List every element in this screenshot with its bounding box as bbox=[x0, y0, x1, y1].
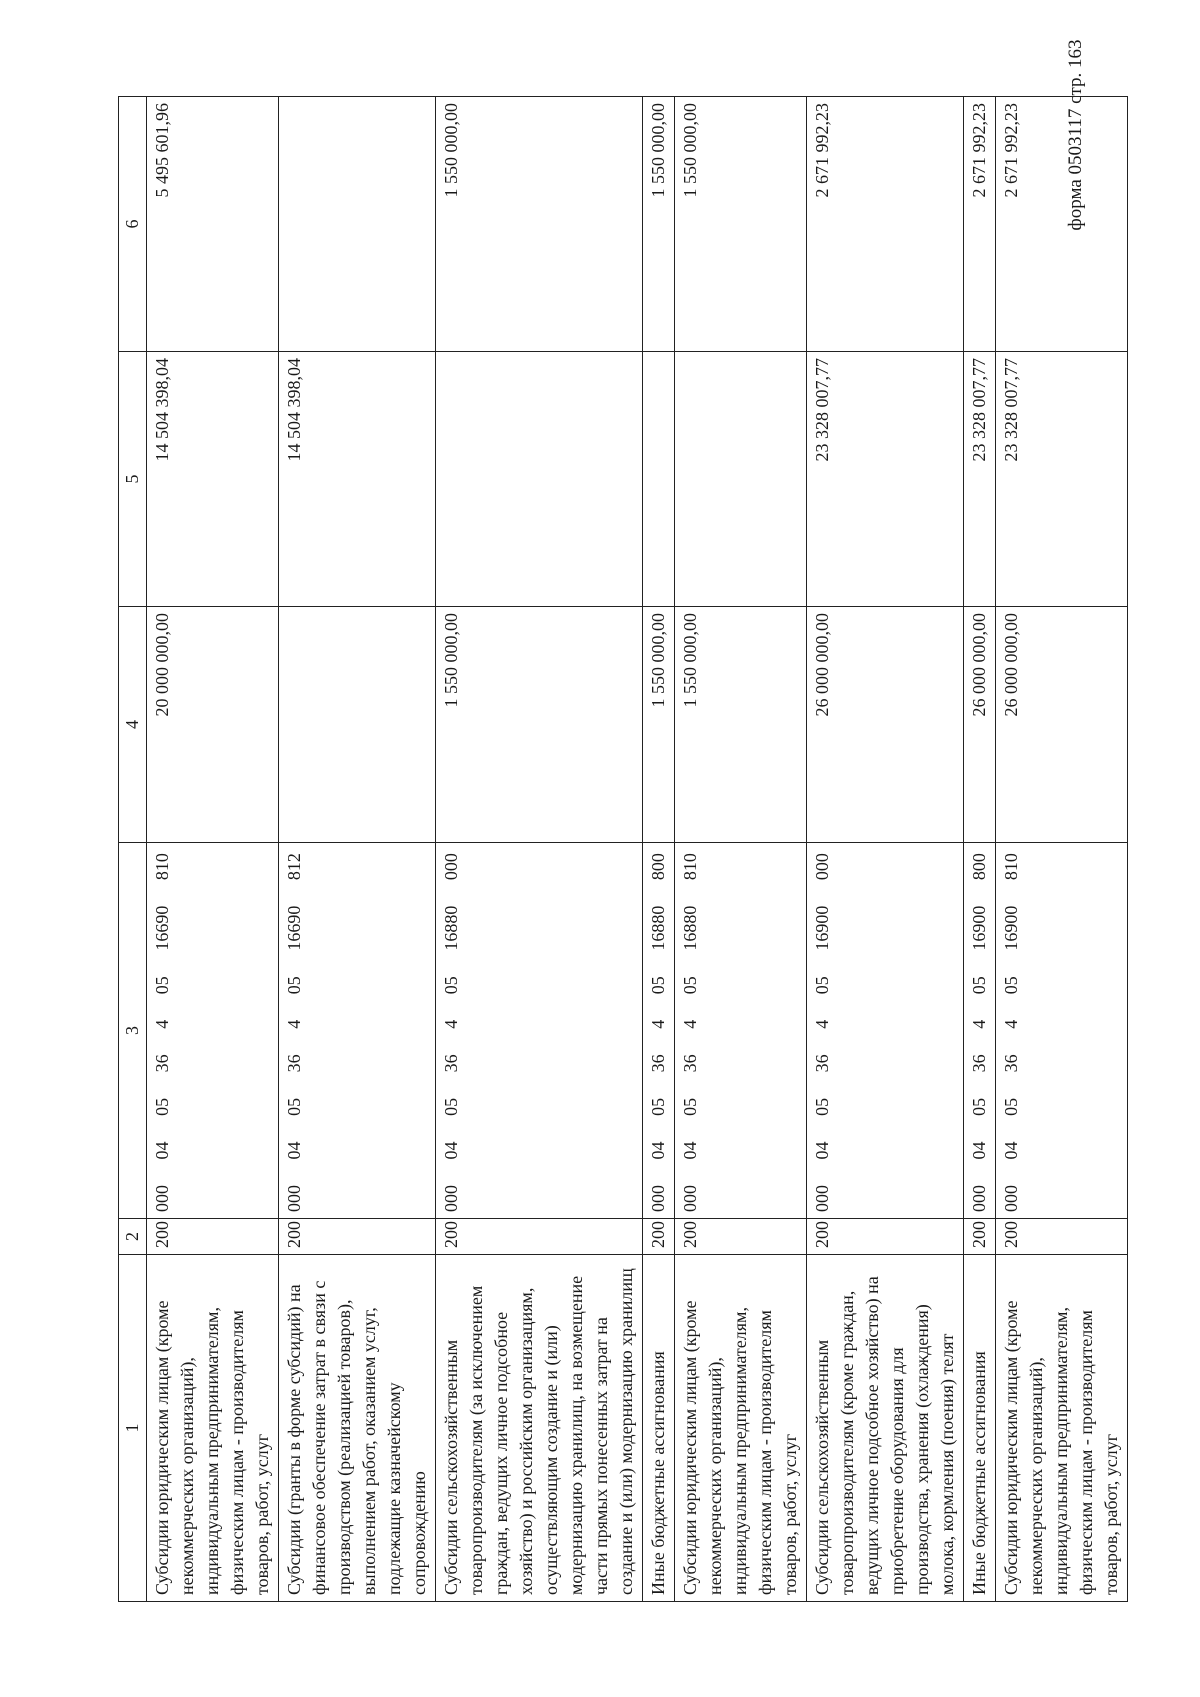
code-direction: 16900 bbox=[1001, 905, 1021, 951]
row-name-cell: Субсидии юридическим лицам (кроме некоммерческих организаций), индивидуальным предпринимателям, физическим лицам - производителям товаров, работ, услуг bbox=[147, 1255, 279, 1602]
code-main-activity: 05 bbox=[680, 976, 700, 995]
code-admin: 000 bbox=[969, 1185, 989, 1212]
code-section: 04 bbox=[680, 1141, 700, 1160]
row-name-cell: Субсидии сельскохозяйственным товаропроизводителям (за исключением граждан, ведущих личное подсобное хозяйство) и российским организациям, осуществляющим создание и (или) модернизацию хранилищ, на возмещение части прямых понесенных затрат на создание и (или) модернизацию хранилищ bbox=[436, 1255, 643, 1602]
row-unexecuted-cell: 1 550 000,00 bbox=[436, 97, 643, 352]
code-admin: 000 bbox=[812, 1185, 832, 1212]
row-budget-code-cell bbox=[436, 843, 643, 1219]
row-line-code-cell: 200 bbox=[436, 1219, 643, 1255]
table-row bbox=[643, 97, 675, 1602]
code-subprogram: 4 bbox=[441, 1019, 461, 1029]
row-executed-cell bbox=[436, 352, 643, 607]
code-subsection: 05 bbox=[441, 1097, 461, 1116]
code-admin: 000 bbox=[284, 1185, 304, 1212]
code-direction: 16690 bbox=[284, 905, 304, 951]
budget-classification-code bbox=[967, 849, 992, 1212]
code-section: 04 bbox=[648, 1141, 668, 1160]
code-admin: 000 bbox=[680, 1185, 700, 1212]
code-section: 04 bbox=[812, 1141, 832, 1160]
code-direction: 16880 bbox=[648, 905, 668, 951]
code-subprogram: 4 bbox=[812, 1019, 832, 1029]
row-approved-cell: 26 000 000,00 bbox=[996, 607, 1128, 843]
code-section: 04 bbox=[284, 1141, 304, 1160]
row-budget-code-cell bbox=[279, 843, 436, 1219]
row-executed-cell bbox=[675, 352, 807, 607]
row-budget-code-cell bbox=[147, 843, 279, 1219]
row-approved-cell: 1 550 000,00 bbox=[675, 607, 807, 843]
column-header: 6 bbox=[119, 97, 147, 352]
row-line-code-cell: 200 bbox=[675, 1219, 807, 1255]
row-approved-cell: 1 550 000,00 bbox=[643, 607, 675, 843]
table-row bbox=[807, 97, 964, 1602]
budget-classification-code bbox=[439, 849, 464, 1212]
code-subsection: 05 bbox=[969, 1097, 989, 1116]
code-expense-type: 812 bbox=[284, 853, 304, 881]
row-budget-code-cell bbox=[996, 843, 1128, 1219]
code-expense-type: 000 bbox=[441, 853, 461, 881]
row-executed-cell bbox=[643, 352, 675, 607]
column-header: 4 bbox=[119, 607, 147, 843]
code-section: 04 bbox=[969, 1141, 989, 1160]
code-subprogram: 4 bbox=[680, 1019, 700, 1029]
code-program: 36 bbox=[441, 1054, 461, 1073]
code-main-activity: 05 bbox=[284, 976, 304, 995]
row-unexecuted-cell: 2 671 992,23 bbox=[964, 97, 996, 352]
row-line-code-cell: 200 bbox=[964, 1219, 996, 1255]
table-row bbox=[964, 97, 996, 1602]
code-main-activity: 05 bbox=[812, 976, 832, 995]
code-expense-type: 800 bbox=[969, 853, 989, 881]
row-budget-code-cell bbox=[964, 843, 996, 1219]
row-name-cell: Иные бюджетные ассигнования bbox=[643, 1255, 675, 1602]
code-subsection: 05 bbox=[680, 1097, 700, 1116]
row-approved-cell: 20 000 000,00 bbox=[147, 607, 279, 843]
column-header: 5 bbox=[119, 352, 147, 607]
row-approved-cell: 1 550 000,00 bbox=[436, 607, 643, 843]
budget-classification-code bbox=[282, 849, 307, 1212]
code-section: 04 bbox=[441, 1141, 461, 1160]
row-unexecuted-cell bbox=[279, 97, 436, 352]
column-header: 1 bbox=[119, 1255, 147, 1602]
column-number-row bbox=[119, 97, 147, 1602]
code-program: 36 bbox=[648, 1054, 668, 1073]
code-subprogram: 4 bbox=[284, 1019, 304, 1029]
row-approved-cell bbox=[279, 607, 436, 843]
code-subprogram: 4 bbox=[152, 1019, 172, 1029]
row-budget-code-cell bbox=[675, 843, 807, 1219]
code-subsection: 05 bbox=[284, 1097, 304, 1116]
code-admin: 000 bbox=[1001, 1185, 1021, 1212]
code-direction: 16900 bbox=[969, 905, 989, 951]
row-executed-cell: 23 328 007,77 bbox=[807, 352, 964, 607]
row-executed-cell: 14 504 398,04 bbox=[147, 352, 279, 607]
table-row bbox=[996, 97, 1128, 1602]
code-expense-type: 810 bbox=[680, 853, 700, 881]
code-expense-type: 000 bbox=[812, 853, 832, 881]
code-program: 36 bbox=[680, 1054, 700, 1073]
row-executed-cell: 23 328 007,77 bbox=[964, 352, 996, 607]
table-row bbox=[436, 97, 643, 1602]
row-unexecuted-cell: 2 671 992,23 bbox=[807, 97, 964, 352]
budget-classification-code bbox=[150, 849, 175, 1212]
code-section: 04 bbox=[152, 1141, 172, 1160]
code-subsection: 05 bbox=[152, 1097, 172, 1116]
column-header: 3 bbox=[119, 843, 147, 1219]
code-subsection: 05 bbox=[812, 1097, 832, 1116]
code-main-activity: 05 bbox=[969, 976, 989, 995]
budget-classification-code bbox=[810, 849, 835, 1212]
code-section: 04 bbox=[1001, 1141, 1021, 1160]
row-executed-cell: 14 504 398,04 bbox=[279, 352, 436, 607]
row-line-code-cell: 200 bbox=[643, 1219, 675, 1255]
budget-classification-code bbox=[999, 849, 1024, 1212]
table-row bbox=[279, 97, 436, 1602]
table-row bbox=[675, 97, 807, 1602]
code-program: 36 bbox=[284, 1054, 304, 1073]
code-program: 36 bbox=[969, 1054, 989, 1073]
code-subprogram: 4 bbox=[969, 1019, 989, 1029]
row-unexecuted-cell: 1 550 000,00 bbox=[643, 97, 675, 352]
row-budget-code-cell bbox=[643, 843, 675, 1219]
row-line-code-cell: 200 bbox=[147, 1219, 279, 1255]
code-admin: 000 bbox=[648, 1185, 668, 1212]
code-main-activity: 05 bbox=[648, 976, 668, 995]
budget-execution-table bbox=[118, 96, 1128, 1602]
row-approved-cell: 26 000 000,00 bbox=[964, 607, 996, 843]
code-direction: 16900 bbox=[812, 905, 832, 951]
code-expense-type: 810 bbox=[1001, 853, 1021, 881]
row-unexecuted-cell: 1 550 000,00 bbox=[675, 97, 807, 352]
code-main-activity: 05 bbox=[441, 976, 461, 995]
code-subsection: 05 bbox=[1001, 1097, 1021, 1116]
code-subprogram: 4 bbox=[1001, 1019, 1021, 1029]
code-program: 36 bbox=[152, 1054, 172, 1073]
code-main-activity: 05 bbox=[1001, 976, 1021, 995]
row-line-code-cell: 200 bbox=[996, 1219, 1128, 1255]
code-direction: 16880 bbox=[441, 905, 461, 951]
row-name-cell: Субсидии сельскохозяйственным товаропроизводителям (кроме граждан, ведущих личное подсобное хозяйство) на приобретение оборудования для производства, хранения (охлаждения) молока, кормления (поения) телят bbox=[807, 1255, 964, 1602]
row-name-cell: Субсидии юридическим лицам (кроме некоммерческих организаций), индивидуальным предпринимателям, физическим лицам - производителям товаров, работ, услуг bbox=[675, 1255, 807, 1602]
code-program: 36 bbox=[812, 1054, 832, 1073]
column-header: 2 bbox=[119, 1219, 147, 1255]
code-subsection: 05 bbox=[648, 1097, 668, 1116]
form-page-reference: форма 0503117 стр. 163 bbox=[1065, 39, 1086, 231]
row-unexecuted-cell: 5 495 601,96 bbox=[147, 97, 279, 352]
code-expense-type: 800 bbox=[648, 853, 668, 881]
budget-classification-code bbox=[678, 849, 703, 1212]
row-budget-code-cell bbox=[807, 843, 964, 1219]
row-name-cell: Иные бюджетные ассигнования bbox=[964, 1255, 996, 1602]
row-unexecuted-cell: 2 671 992,23 bbox=[996, 97, 1128, 352]
row-name-cell: Субсидии (гранты в форме субсидий) на финансовое обеспечение затрат в связи с производством (реализацией товаров), выполнением работ, оказанием услуг, подлежащие казначейскому сопровождению bbox=[279, 1255, 436, 1602]
row-name-cell: Субсидии юридическим лицам (кроме некоммерческих организаций), индивидуальным предпринимателям, физическим лицам - производителям товаров, работ, услуг bbox=[996, 1255, 1128, 1602]
code-program: 36 bbox=[1001, 1054, 1021, 1073]
row-executed-cell: 23 328 007,77 bbox=[996, 352, 1128, 607]
code-admin: 000 bbox=[152, 1185, 172, 1212]
table-row bbox=[147, 97, 279, 1602]
code-direction: 16880 bbox=[680, 905, 700, 951]
code-subprogram: 4 bbox=[648, 1019, 668, 1029]
row-approved-cell: 26 000 000,00 bbox=[807, 607, 964, 843]
code-expense-type: 810 bbox=[152, 853, 172, 881]
code-main-activity: 05 bbox=[152, 976, 172, 995]
code-admin: 000 bbox=[441, 1185, 461, 1212]
row-line-code-cell: 200 bbox=[279, 1219, 436, 1255]
code-direction: 16690 bbox=[152, 905, 172, 951]
budget-classification-code bbox=[646, 849, 671, 1212]
row-line-code-cell: 200 bbox=[807, 1219, 964, 1255]
